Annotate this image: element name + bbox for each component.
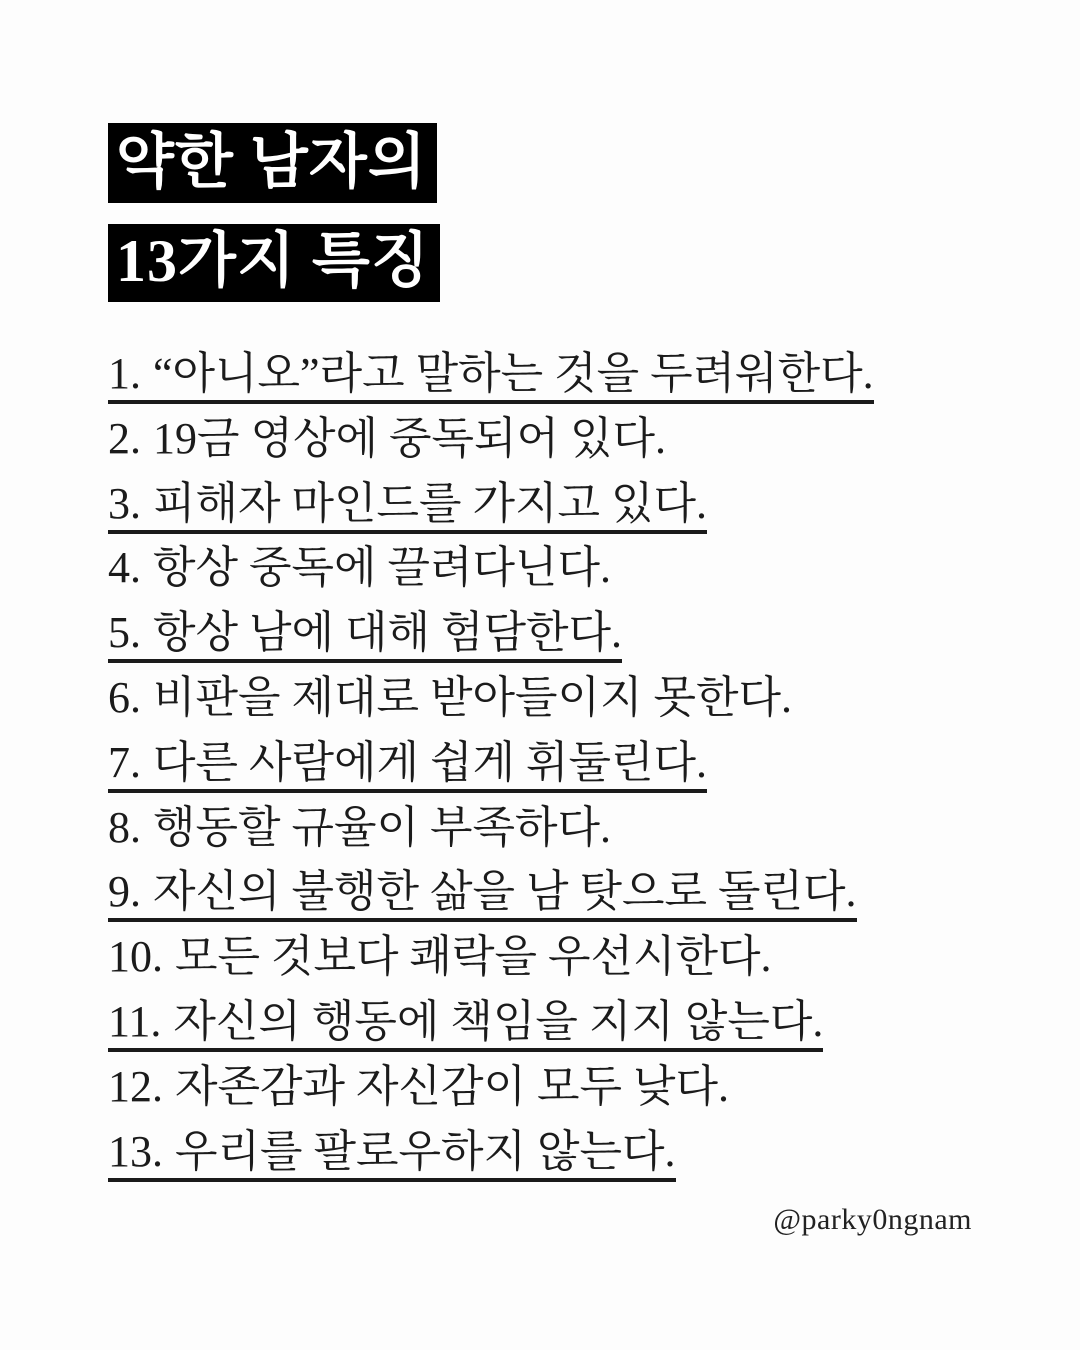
list-item-text: 피해자 마인드를 가지고 있다. bbox=[153, 478, 708, 528]
list-item-text: 항상 중독에 끌려다닌다. bbox=[153, 543, 612, 593]
list-item-content bbox=[108, 867, 857, 922]
list-item bbox=[108, 474, 988, 539]
list-item bbox=[108, 1122, 988, 1187]
list-item-text: 자신의 행동에 책임을 지지 않는다. bbox=[173, 996, 824, 1046]
list-item-number: 11. bbox=[108, 996, 162, 1046]
list-item-text: 19금 영상에 중독되어 있다. bbox=[153, 413, 667, 463]
list-item-content bbox=[108, 543, 611, 592]
list-item bbox=[108, 862, 988, 927]
list-item bbox=[108, 538, 988, 603]
list-item-text: 다른 사람에게 쉽게 휘둘린다. bbox=[153, 737, 708, 787]
list-item-content bbox=[108, 997, 823, 1052]
list-item-content bbox=[108, 673, 792, 722]
list-item-text: 자존감과 자신감이 모두 낮다. bbox=[175, 1061, 730, 1111]
list-item-number: 4. bbox=[108, 543, 141, 593]
list-item-text: “아니오”라고 말하는 것을 두려워한다. bbox=[153, 349, 874, 398]
list-item bbox=[108, 603, 988, 668]
list-item bbox=[108, 668, 988, 733]
list-item bbox=[108, 1057, 988, 1122]
list-item-number: 1. bbox=[108, 349, 141, 398]
list-item bbox=[108, 992, 988, 1057]
list-item-content bbox=[108, 349, 874, 404]
list-item bbox=[108, 344, 988, 409]
list-item-text: 모든 것보다 쾌락을 우선시한다. bbox=[175, 932, 772, 982]
list-item-number: 5. bbox=[108, 608, 141, 658]
list-item-content bbox=[108, 608, 622, 663]
list-item-number: 7. bbox=[108, 737, 141, 787]
list-item-number: 8. bbox=[108, 802, 141, 852]
list-item bbox=[108, 733, 988, 798]
author-handle: @parky0ngnam bbox=[773, 1203, 972, 1236]
list-item-content bbox=[108, 803, 611, 852]
list-item-text: 행동할 규율이 부족하다. bbox=[153, 802, 612, 852]
list-item-content bbox=[108, 1062, 729, 1111]
list-item-text: 비판을 제대로 받아들이지 못한다. bbox=[153, 672, 793, 722]
list-item-text: 항상 남에 대해 험담한다. bbox=[153, 608, 623, 658]
list-item-content bbox=[108, 738, 707, 793]
list-item-number: 12. bbox=[108, 1061, 163, 1111]
characteristics-list bbox=[108, 344, 988, 1186]
list-item-number: 2. bbox=[108, 413, 141, 463]
list-item-text: 우리를 팔로우하지 않는다. bbox=[175, 1126, 676, 1176]
list-item-content bbox=[108, 479, 707, 534]
list-item-content bbox=[108, 1127, 676, 1182]
list-item-text: 자신의 불행한 삶을 남 탓으로 돌린다. bbox=[153, 867, 857, 917]
list-item-number: 13. bbox=[108, 1126, 163, 1176]
list-item-content bbox=[108, 414, 666, 463]
title-line-2: 13가지 특징 bbox=[108, 224, 440, 302]
title-block bbox=[108, 123, 440, 302]
list-item-number: 9. bbox=[108, 867, 141, 917]
list-item-number: 10. bbox=[108, 932, 163, 982]
list-item-content bbox=[108, 932, 772, 981]
list-item bbox=[108, 798, 988, 863]
title-line-1: 약한 남자의 bbox=[108, 123, 437, 203]
list-item bbox=[108, 927, 988, 992]
list-item-number: 6. bbox=[108, 672, 141, 722]
list-item bbox=[108, 409, 988, 474]
list-item-number: 3. bbox=[108, 478, 141, 528]
